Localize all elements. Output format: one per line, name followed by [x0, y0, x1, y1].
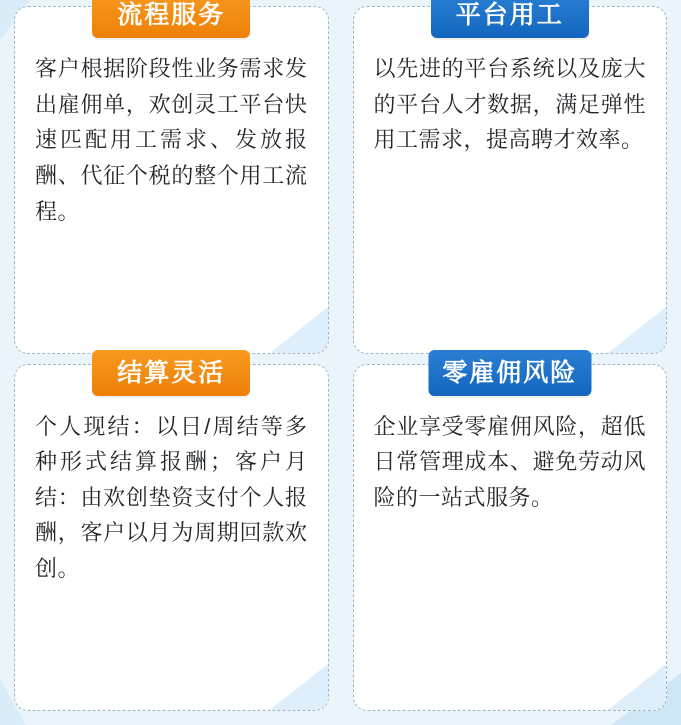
card-body-text: 以先进的平台系统以及庞大的平台人才数据，满足弹性用工需求，提高聘才效率。	[373, 56, 646, 153]
feature-card-platform-employment	[353, 1, 668, 354]
feature-card-zero-employment-risk	[353, 358, 668, 712]
card-title-badge: 流程服务	[92, 0, 250, 38]
card-body-text: 个人现结：以日/周结等多种形式结算报酬；客户月结：由欢创垫资支付个人报酬，客户以月为周期回款欢创。	[35, 413, 308, 581]
card-body-text: 企业享受零雇佣风险，超低日常管理成本、避免劳动风险的一站式服务。	[373, 413, 646, 510]
card-title-badge: 零雇佣风险	[428, 350, 591, 396]
card-title-badge: 结算灵活	[92, 350, 250, 396]
card-title-badge: 平台用工	[431, 0, 589, 38]
card-corner-decoration	[270, 664, 328, 710]
card-corner-decoration	[608, 307, 666, 353]
feature-card-flexible-settlement	[14, 358, 329, 712]
card-corner-decoration	[270, 307, 328, 353]
card-corner-decoration	[608, 664, 666, 710]
card-body-text: 客户根据阶段性业务需求发出雇佣单，欢创灵工平台快速匹配用工需求、发放报酬、代征个税的整个用工流程。	[35, 56, 308, 224]
feature-card-process-service	[14, 1, 329, 354]
